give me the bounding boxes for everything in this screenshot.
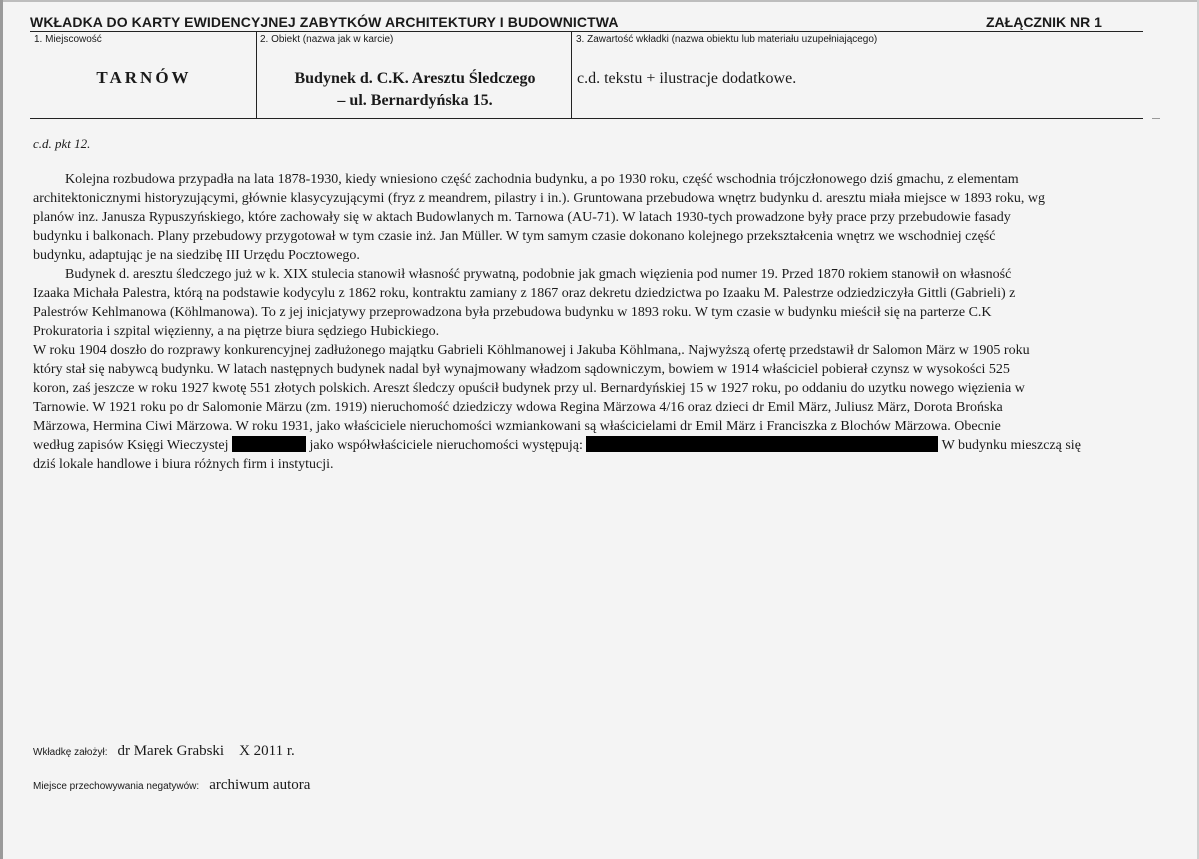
continuation-ref: c.d. pkt 12. [33,136,91,151]
body-line: dziś lokale handlowe i biura różnych firm i instytucji. [33,457,334,472]
form-title: WKŁADKA DO KARTY EWIDENCYJNEJ ZABYTKÓW ARCHITEKTURY I BUDOWNICTWA [30,14,619,30]
table-bottom-rule [30,118,1143,119]
redaction-box [232,436,306,452]
locality-label: 1. Miejscowość [34,34,102,45]
body-line: koron, zaś jeszcze w roku 1927 kwotę 551 złotych polskich. Areszt śledczy opuścił budynek przy ul. Bernardyńskiej 15 w 1927 roku, po oddaniu do uzytku nowego więzienia w [33,381,1025,396]
body-line: Märzowa, Hermina Ciwi Märzowa. W roku 1931, jako właściciele nieruchomości wzmiankowani są właścicielami dr Emil März i Franciszka z Blochów Märzowa. Obecnie [33,419,1001,434]
negatives-row [33,776,310,794]
scan-edge-top [0,0,1199,2]
body-line: budynku i balkonach. Plany przebudowy przygotował w tym czasie inż. Jan Müller. W tym samym czasie dokonano kolejnego przekształcenia wnętrz we wschodniej część [33,229,996,244]
scan-edge-left [0,0,3,859]
redacted-line-part2: jako współwłaściciele nieruchomości występują: [309,438,583,453]
body-line: architektonicznymi historyzującymi, głównie klasycyzującymi (fryz z meandrem, pilastry i in.). Gruntowana przebudowa wnętrz budynku d. aresztu miała miejsce w 1893 roku, wg [33,191,1045,206]
locality-value: TARNÓW [96,68,192,87]
column-divider-1 [256,31,257,119]
body-line: budynku, adaptując je na siedzibę III Urzędu Pocztowego. [33,248,360,263]
author-value: dr Marek Grabski X 2011 r. [117,743,295,759]
annex-label: ZAŁĄCZNIK NR 1 [986,14,1102,30]
object-value-line1: Budynek d. C.K. Aresztu Śledczego [294,70,536,87]
body-line: Kolejna rozbudowa przypadła na lata 1878-1930, kiedy wniesiono część zachodnia budynku, a po 1930 roku, część wschodnia trójczłonowego dziś gmachu, z elementam [65,172,1019,187]
redacted-line-part1: według zapisów Księgi Wieczystej [33,438,229,453]
object-label: 2. Obiekt (nazwa jak w karcie) [260,34,394,45]
redaction-box [586,436,938,452]
body-line: Prokuratoria i szpital więzienny, a na piętrze biura sędziego Hubickiego. [33,324,440,339]
content-value: c.d. tekstu + ilustracje dodatkowe. [577,70,797,87]
scan-mark [1152,118,1160,119]
redacted-line [33,436,1143,455]
body-line: Palestrów Kehlmanowa (Köhlmanowa). To z jej inicjatywy przeprowadzona była przebudowa budynku w 1893 roku. W tym czasie w budynku mieścił się na parterze C.K [33,305,992,320]
object-value-line2: – ul. Bernardyńska 15. [337,92,493,109]
author-row [33,742,295,760]
negatives-label: Miejsce przechowywania negatywów: [33,781,200,792]
object-value [260,68,570,112]
content-label: 3. Zawartość wkładki (nazwa obiektu lub materiału uzupełniającego) [576,34,878,45]
body-line: W roku 1904 doszło do rozprawy konkurencyjnej zadłużonego majątku Gabrieli Köhlmanowej i Jakuba Köhlmana,. Najwyższą ofertę przedstawił dr Salomon März w 1905 roku [33,343,1030,358]
body-line: planów inz. Janusza Rypuszyńskiego, które zachowały się w aktach Budowlanych m. Tarnowa (AU-71). W latach 1930-tych prowadzone były prace przy przebudowie fasady [33,210,1011,225]
body-line: Budynek d. aresztu śledczego już w k. XIX stulecia stanowił własność prywatną, podobnie jak gmach więzienia pod numer 19. Przed 1870 rokiem stanowił on własność [65,267,1012,282]
redacted-line-part3: W budynku mieszczą się [941,438,1081,453]
column-divider-2 [571,31,572,119]
body-line: który stał się nabywcą budynku. W latach następnych budynek nadal był wynajmowany władzom sądowniczym, bowiem w 1914 właściciel pobierał czynsz w wysokości 525 [33,362,1010,377]
body-line: Tarnowie. W 1921 roku po dr Salomonie Märzu (zm. 1919) nieruchomość dziedziczy wdowa Regina Märzowa 4/16 oraz dzieci dr Emil März, Juliusz März, Dorota Brońska [33,400,1003,415]
body-line: Izaaka Michała Palestra, którą na podstawie kodycylu z 1862 roku, kontraktu zamiany z 1867 oraz dekretu dziedzictwa po Izaaku M. Palestrze odziedziczyła Gittli (Gabrieli) z [33,286,1016,301]
author-label: Wkładkę założył: [33,747,108,758]
body-text [33,170,1143,474]
header-rule [30,31,1143,32]
negatives-value: archiwum autora [209,777,311,793]
